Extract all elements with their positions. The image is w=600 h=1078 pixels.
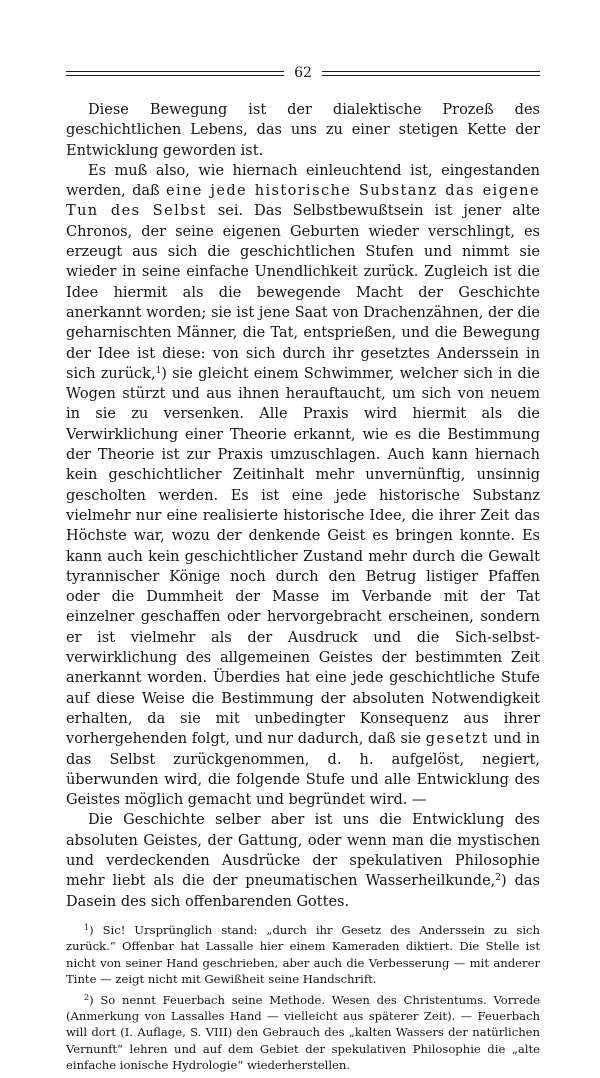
paragraph-1-text: Diese Bewegung ist der dialektische Prozeß des geschichtlichen Lebens, das uns zu einer stetigen Kette der Entwicklung geworden ist. [66, 102, 540, 159]
footnote-2 [66, 992, 540, 1074]
emphasis-gesetzt: gesetzt [425, 731, 489, 748]
paragraph-2-text-a: Es muß also, wie hiernach einleuchtend ist, eingestanden werden, daß [66, 162, 540, 200]
footnote-1-text: ) Sic! Ursprünglich stand: „durch ihr Gesetz des Anderssein zu sich zurück.“ Offenbar hat Lassalle hier einem Kameraden diktiert. Die Stelle ist nicht von seiner Hand geschrieben, aber auch die Verbesserung — mit anderer Tinte — zeigt nicht mit Gewißheit seine Handschrift. [66, 922, 540, 987]
footnotes [66, 922, 540, 1074]
paragraph-3 [66, 810, 540, 911]
emphasis-historische-substanz: eine jede historische Substanz das eigene Tun des Selbst [66, 183, 540, 220]
header-rule-right [322, 71, 540, 76]
header-rule-left [66, 71, 284, 76]
footnote-ref-2: 2 [495, 873, 502, 884]
paragraph-2-text-f: und in das Selbst zurückgenommen, d. h. aufgelöst, negiert, überwunden wird, die folgende Stufe und alle Entwicklung des Geistes möglich gemacht und begründet wird. — [66, 731, 541, 809]
footnote-2-text: ) So nennt Feuerbach seine Methode. Wesen des Christentums. Vorrede (Anmerkung von Lassalles Hand — vielleicht aus späterer Zeit). — Feuerbach will dort (I. Auflage, S. VIII) den Gebrauch des „kalten Wassers der natürlichen Vernunft“ lehren und auf dem Gebiet der spekulativen Philosophie die „alte einfache ionische Hydrologie“ wiederherstellen. [66, 992, 540, 1073]
paragraph-3-text-b: ) das Dasein des sich offenbarenden Gottes. [66, 873, 540, 910]
page-header [66, 60, 540, 86]
footnote-1-mark: 1 [84, 922, 90, 932]
paragraph-1 [66, 100, 540, 161]
book-page [66, 60, 540, 1078]
paragraph-2-text-c: sei. Das Selbstbewußtsein ist jener alte Chronos, der seine eigenen Geburten wieder verschlingt, es erzeugt aus sich die geschichtlichen Stufen und nimmt sie wieder in seine einfache Unendlichkeit zurück. Zugleich ist die Idee hiermit als die bewegende Macht der Geschichte anerkannt worden; sie ist jene Saat von Drachenzähnen, der die geharnischten Männer, die Tat, entsprießen, und die Bewegung der Idee ist diese: von sich durch ihr gesetztes Anderssein in sich zurück, [66, 203, 540, 382]
paragraph-2-text-d: ) sie gleicht einem Schwimmer, welcher sich in die Wogen stürzt und aus ihnen herauftaucht, um sich von neuem in sie zu versenken. Alle Praxis wird hiermit als die Verwirklichung einer Theorie erkannt, wie es die Bestimmung der Theorie ist zur Praxis umzuschlagen. Auch kann hiernach kein geschichtlicher Zeitinhalt mehr unvernünftig, unsinnig gescholten werden. Es ist eine jede historische Substanz vielmehr nur eine realisierte historische Idee, die ihrer Zeit das Höchste war, wozu der denkende Geist es bringen konnte. Es kann auch kein geschichtlicher Zustand mehr durch die Gewalt tyrannischer Könige noch durch den Betrug listiger Pfaffen oder die Dummheit der Masse im Verbande mit der Tat einzelner geschaffen oder hervorgebracht erscheinen, sondern er ist vielmehr als der Ausdruck und die Sich-selbst-verwirklichung des allgemeinen Geistes der bestimmten Zeit anerkannt worden. Überdies hat eine jede geschichtliche Stufe auf diese Weise die Bestimmung der absoluten Notwendigkeit erhalten, da sie mit unbedingter Konsequenz aus ihrer vorhergehenden folgt, und nur dadurch, daß sie [66, 365, 540, 748]
page-number: 62 [294, 65, 312, 81]
footnote-1 [66, 922, 540, 988]
main-text [66, 100, 540, 912]
footnote-ref-1: 1 [155, 365, 162, 376]
footnote-2-mark: 2 [84, 992, 90, 1002]
paragraph-2 [66, 161, 540, 811]
paragraph-3-text-a: Die Geschichte selber aber ist uns die Entwicklung des absoluten Geistes, der Gattung, oder wenn man die mystischen und verdeckenden Ausdrücke der spekulativen Philosophie mehr liebt als die der pneumatischen Wasserheilkunde, [66, 812, 540, 890]
